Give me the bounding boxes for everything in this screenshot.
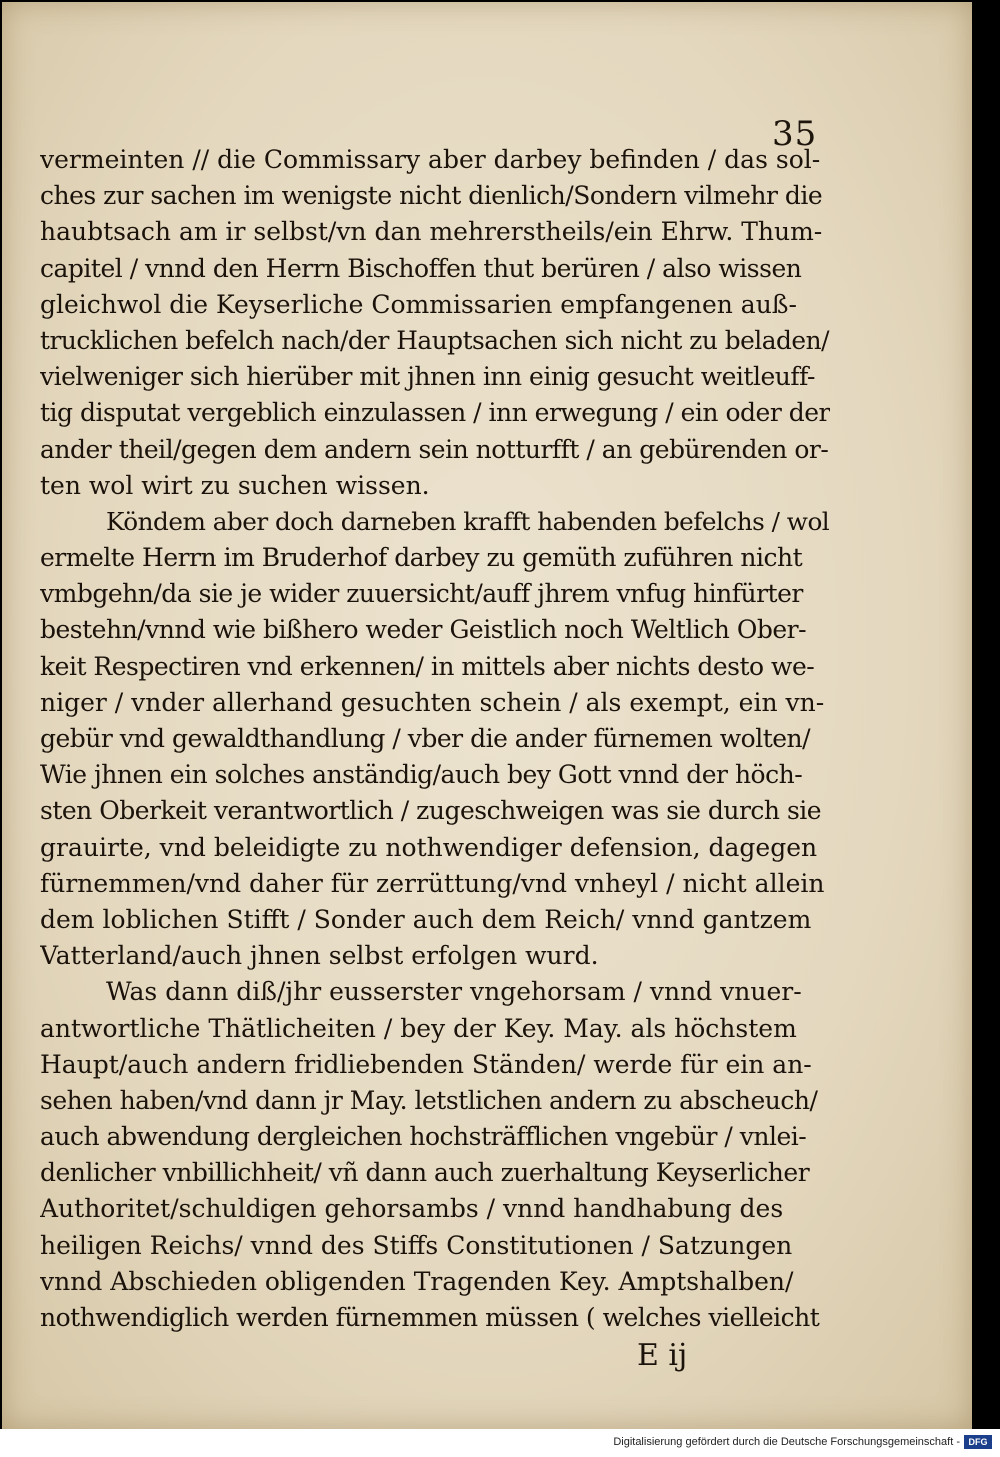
text-line: ander theil/gegen dem andern sein notturfft / an gebürenden or- — [40, 434, 829, 464]
text-line: ten wol wirt zu suchen wissen. — [40, 470, 430, 500]
text-line: niger / vnder allerhand gesuchten schein / als exempt, ein vn- — [40, 687, 825, 717]
text-line: vnnd Abschieden obligenden Tragenden Key. Amptshalben/ — [40, 1266, 794, 1296]
body-text — [40, 142, 830, 1336]
text-line: gleichwol die Keyserliche Commissarien empfangenen auß- — [40, 289, 797, 319]
text-line: trucklichen befelch nach/der Hauptsachen sich nicht zu beladen/ — [40, 325, 829, 355]
text-line: grauirte, vnd beleidigte zu nothwendiger defension, dagegen — [40, 832, 818, 862]
text-line: denlicher vnbillichheit/ vñ dann auch zuerhaltung Keyserlicher — [40, 1158, 810, 1188]
signature-mark: E ij — [637, 1338, 688, 1373]
funding-credit: Digitalisierung gefördert durch die Deutsche Forschungsgemeinschaft - — [613, 1436, 960, 1448]
text-line: Wie jhnen ein solches anständig/auch bey Gott vnnd der höch- — [40, 760, 803, 790]
text-line: Authoritet/schuldigen gehorsambs / vnnd handhabung des — [40, 1194, 784, 1224]
text-line: sten Oberkeit verantwortlich / zugeschweigen was sie durch sie — [40, 796, 822, 826]
text-line: nothwendiglich werden fürnemmen müssen ( welches vielleicht — [40, 1303, 820, 1332]
footer — [0, 1429, 1000, 1457]
text-line: antwortliche Thätlicheiten / bey der Key. May. als höchstem — [40, 1013, 797, 1043]
page-number: 35 — [772, 114, 818, 154]
text-line: Was dann diß/jhr eusserster vngehorsam / vnnd vnuer- — [106, 977, 802, 1007]
text-line: fürnemmen/vnd daher für zerrüttung/vnd vnheyl / nicht allein — [40, 868, 825, 898]
text-line: dem loblichen Stifft / Sonder auch dem Reich/ vnnd gantzem — [40, 904, 812, 934]
text-line: haubtsach am ir selbst/vn dan mehrerstheils/ein Ehrw. Thum- — [40, 217, 823, 247]
text-line: vermeinten // die Commissary aber darbey befinden / das sol- — [40, 145, 821, 174]
text-line: bestehn/vnnd wie bißhero weder Geistlich noch Weltlich Ober- — [40, 615, 807, 645]
text-line: keit Respectiren vnd erkennen/ in mittels aber nichts desto we- — [40, 651, 815, 681]
text-line: ches zur sachen im wenigste nicht dienlich/Sondern vilmehr die — [40, 181, 823, 211]
text-line: Köndem aber doch darneben krafft habenden befelchs / wol — [106, 506, 830, 536]
text-line: capitel / vnnd den Herrn Bischoffen thut berüren / also wissen — [40, 253, 802, 283]
document-page — [2, 2, 972, 1429]
text-line: heiligen Reichs/ vnnd des Stiffs Constitutionen / Satzungen — [40, 1230, 793, 1260]
text-line: tig disputat vergeblich einzulassen / inn erwegung / ein oder der — [40, 398, 830, 428]
text-line: sehen haben/vnd dann jr May. letstlichen andern zu abscheuch/ — [40, 1085, 818, 1115]
text-line: Haupt/auch andern fridliebenden Ständen/ werde für ein an- — [40, 1049, 812, 1079]
text-line: vielweniger sich hierüber mit jhnen inn einig gesucht weitleuff- — [40, 362, 815, 392]
text-line: vmbgehn/da sie je wider zuuersicht/auff jhrem vnfug hinfürter — [40, 579, 803, 609]
text-line: gebür vnd gewaldthandlung / vber die ander fürnemen wolten/ — [40, 724, 811, 753]
text-line: auch abwendung dergleichen hochsträfflichen vngebür / vnlei- — [40, 1122, 807, 1152]
dfg-logo: DFG — [964, 1435, 992, 1449]
text-line: ermelte Herrn im Bruderhof darbey zu gemüth zuführen nicht — [40, 543, 803, 573]
text-line: Vatterland/auch jhnen selbst erfolgen wurd. — [40, 941, 599, 971]
